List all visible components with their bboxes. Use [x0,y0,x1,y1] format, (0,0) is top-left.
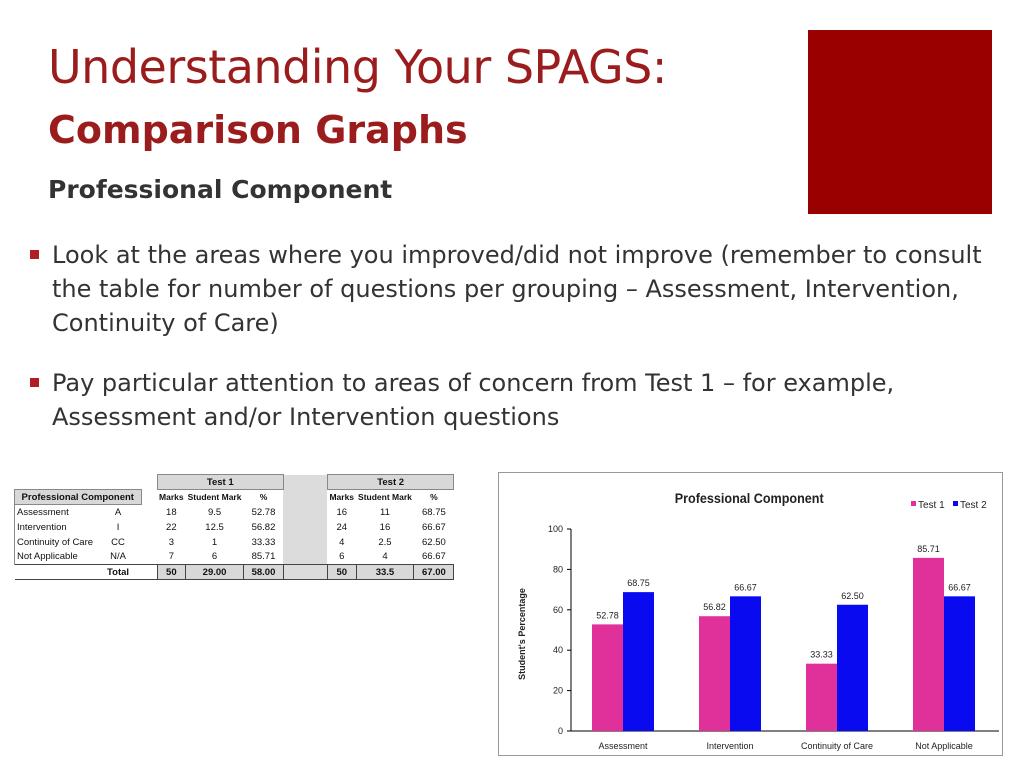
bar-test-1-not-applicable [913,558,944,731]
legend-label-1: Test 1 [918,500,945,511]
table-row: Not Applicable N/A 7 6 85.71 6 4 66.67 [15,550,454,565]
bar-test-2-intervention [730,596,761,731]
bullet-square-icon [30,250,39,259]
accent-block [808,30,992,214]
bullet-item-1 [30,238,990,340]
bullet-square-icon [30,378,39,387]
bar-test-1-assessment [592,624,623,731]
data-label: 52.78 [596,610,619,621]
slide-subtitle: Professional Component [48,175,393,204]
y-tick-label: 40 [552,645,563,656]
data-label: 66.67 [734,582,757,593]
comparison-bar-chart [498,472,1003,756]
bar-test-2-not-applicable [944,596,975,731]
bar-test-1-intervention [699,616,730,731]
y-tick-label: 20 [552,685,563,696]
bullet-text-1: Look at the areas where you improved/did not improve (remember to consult the table for number of questions per grouping – Assessment, Intervention, Continuity of Care) [52,241,982,337]
x-tick-label: Assessment [598,741,648,751]
data-label: 68.75 [627,578,650,589]
bar-test-1-continuity-of-care [806,664,837,731]
y-tick-label: 60 [552,604,563,615]
table-total-row: Total 50 29.00 58.00 50 33.5 67.00 [15,565,454,580]
data-label: 85.71 [917,543,940,554]
data-label: 33.33 [810,649,833,660]
chart-canvas [499,473,1004,757]
table-row: Assessment A 18 9.5 52.78 16 11 68.75 [15,505,454,520]
component-header: Professional Component [15,490,142,505]
col-student-mark: Student Mark [187,492,242,503]
bullet-item-2 [30,366,990,434]
x-tick-label: Not Applicable [915,741,973,751]
col-marks: Marks [329,492,355,503]
y-tick-label: 100 [547,524,563,534]
test1-header: Test 1 [157,475,283,490]
bar-test-2-continuity-of-care [837,605,868,731]
bar-test-2-assessment [623,592,654,731]
x-tick-label: Intervention [706,741,754,751]
table-row: Intervention I 22 12.5 56.82 24 16 66.67 [15,520,454,535]
col-student-mark: Student Mark [358,492,412,503]
bullet-text-2: Pay particular attention to areas of concern from Test 1 – for example, Assessment and/or Intervention questions [52,369,895,431]
data-label: 66.67 [948,582,971,593]
legend-label-2: Test 2 [960,500,987,511]
legend-swatch-1 [911,501,916,506]
col-marks: Marks [159,492,184,503]
col-pct: % [430,492,438,503]
slide-title-line2: Comparison Graphs [48,108,468,152]
chart-title: Professional Component [674,490,824,507]
y-tick-label: 0 [557,726,563,736]
col-pct: % [259,492,268,503]
slide-title-line1: Understanding Your SPAGS: [48,40,667,94]
data-label: 62.50 [841,590,864,601]
y-axis-label: Student's Percentage [517,588,527,680]
test2-header: Test 2 [327,475,453,490]
scores-table [14,474,458,584]
data-label: 56.82 [703,602,726,613]
y-tick-label: 80 [552,564,563,575]
legend-swatch-2 [953,501,958,506]
x-tick-label: Continuity of Care [800,741,874,751]
table-row: Continuity of Care CC 3 1 33.33 4 2.5 62.50 [15,535,454,550]
